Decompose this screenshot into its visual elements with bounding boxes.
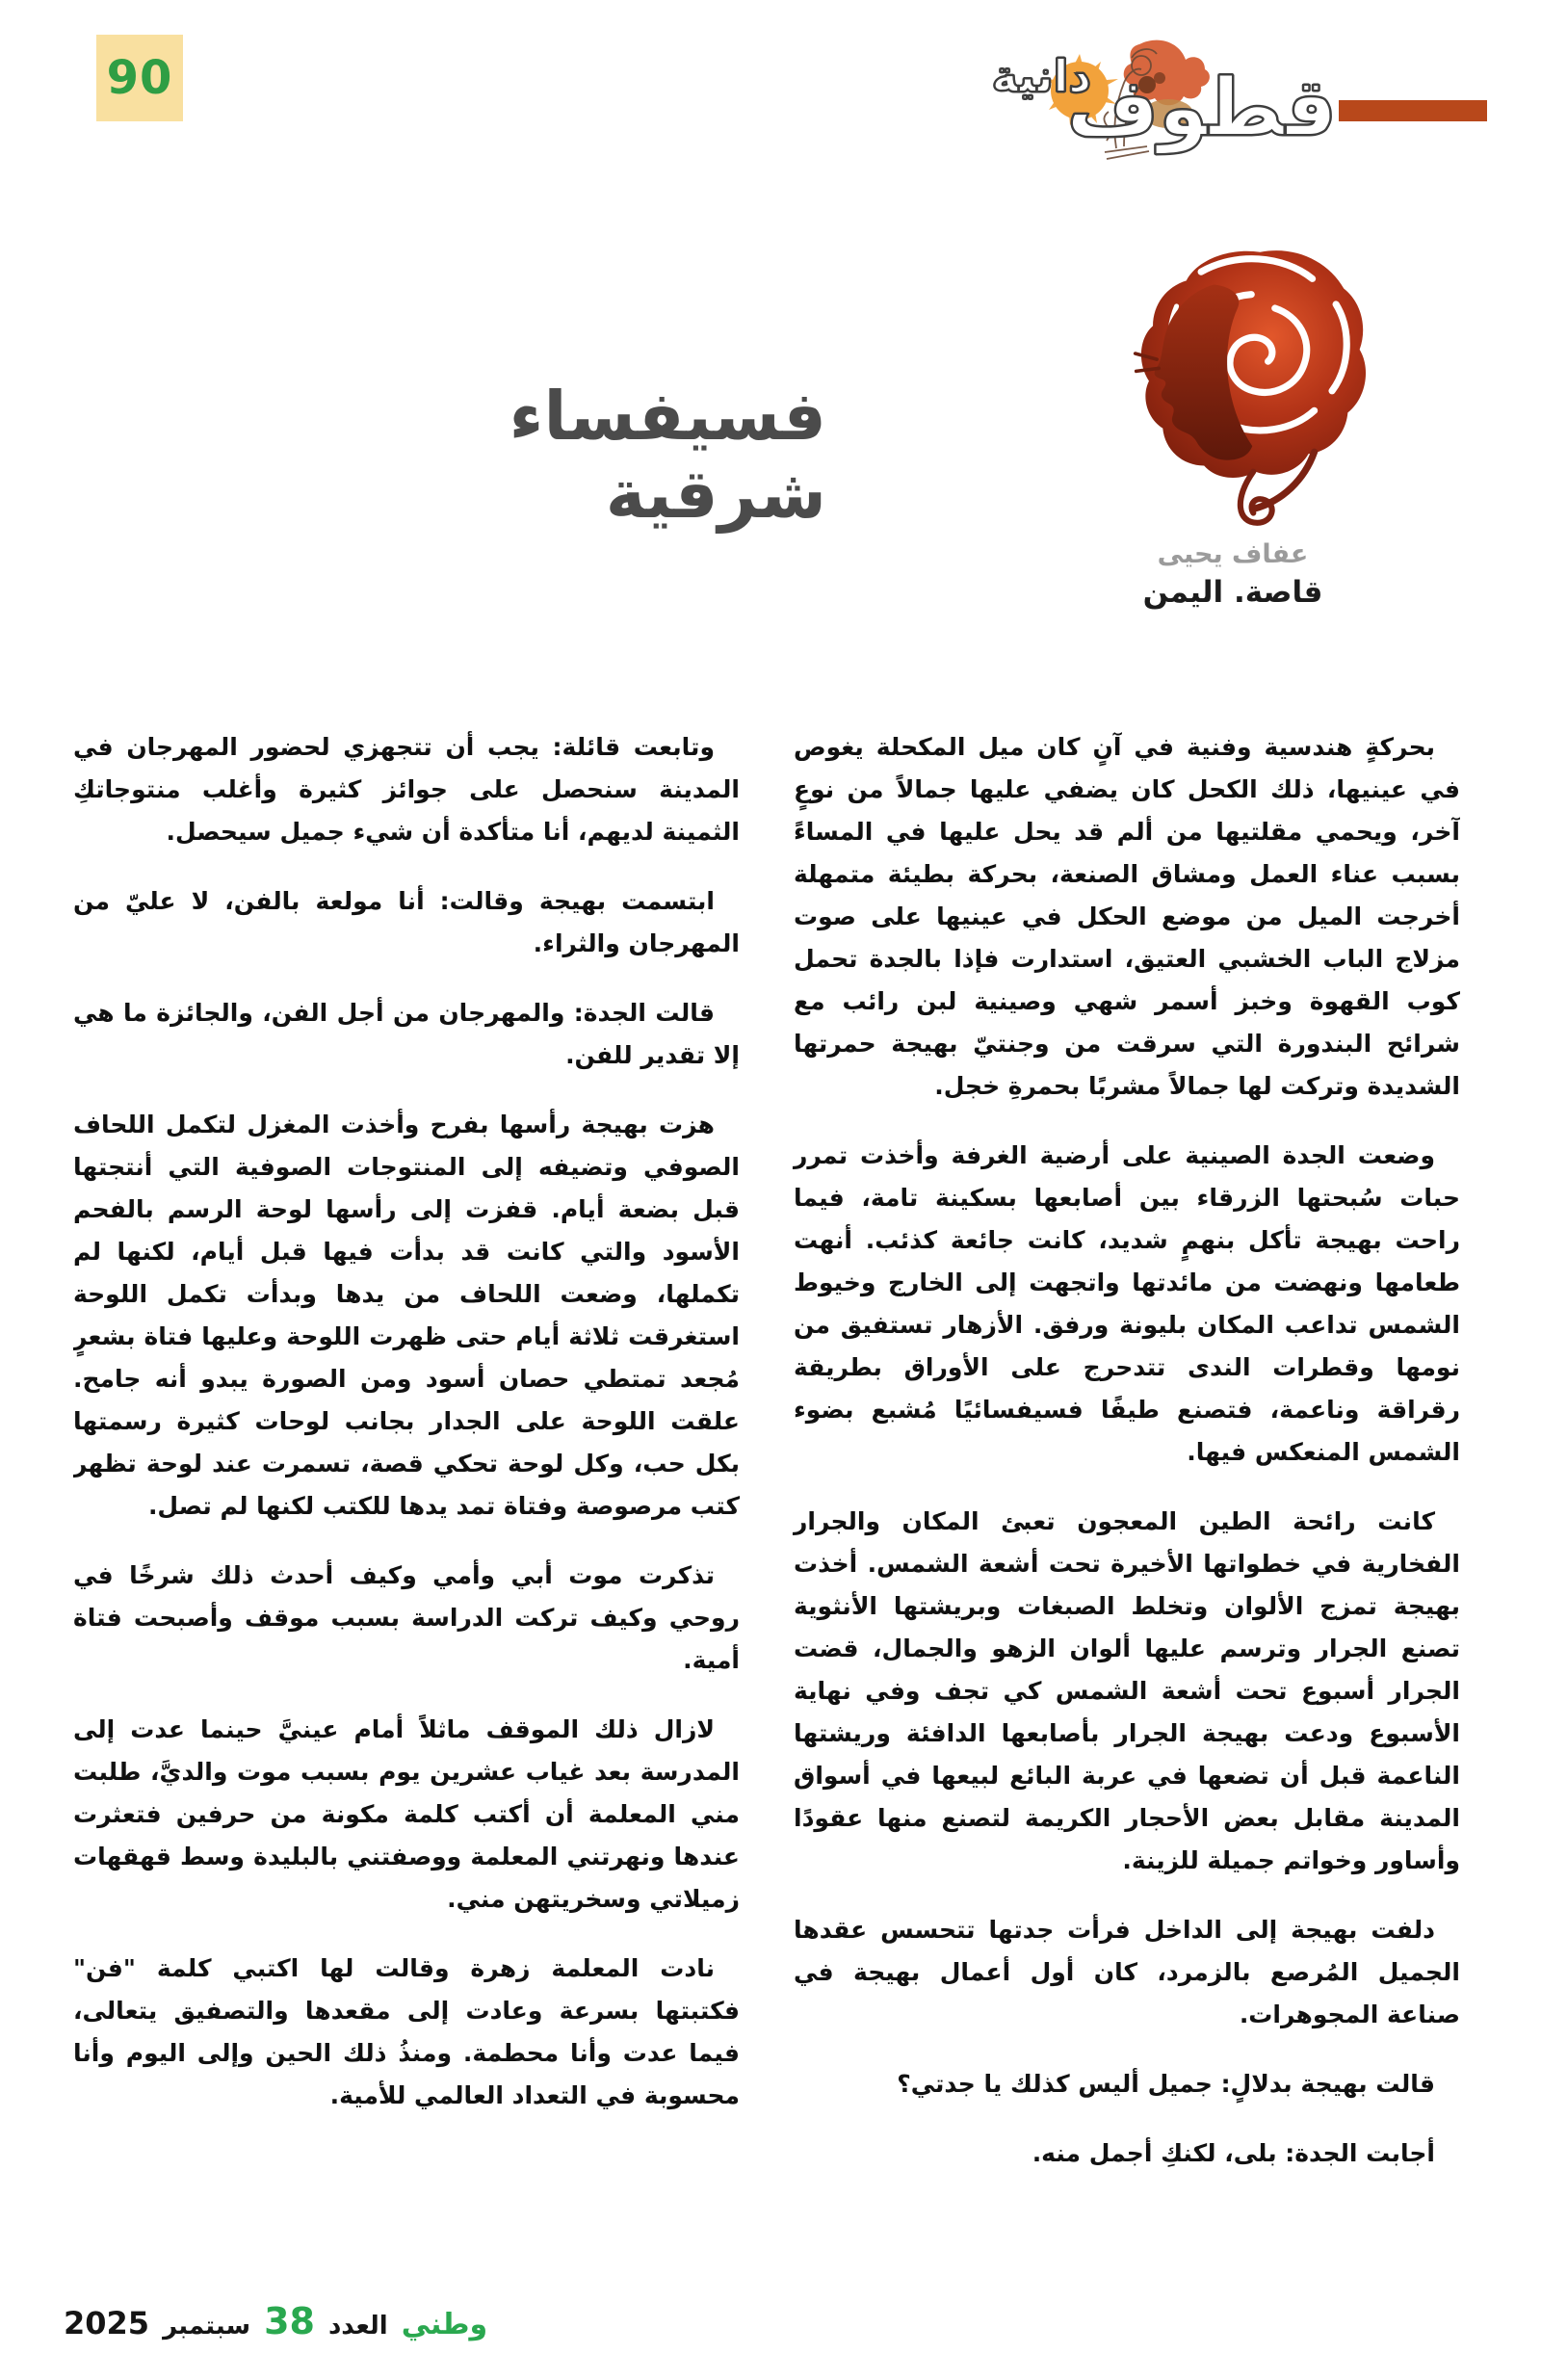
- author-role: قاصة. اليمن: [1142, 575, 1323, 610]
- author-name: عفاف يحيى: [1157, 539, 1309, 569]
- page-number: 90: [106, 51, 173, 105]
- footer-year: 2025: [64, 2305, 150, 2341]
- paragraph: بحركةٍ هندسية وفنية في آنٍ كان ميل المكحلة يغوص في عينيها، ذلك الكحل كان يضفي عليها جمالاً من نوعٍ آخر، ويحمي مقلتيها من ألم قد يحل عليها في المساءً بسبب عناء العمل ومشاق الصنعة، بحركة بطيئة متمهلة أخرجت الميل من موضع الحكل في عينيها على صوت مزلاج الباب الخشبي العتيق، استدارت فإذا بالجدة تحمل كوب القهوة وخبز أسمر شهي وصينية لبن رائب مع شرائح البندورة التي سرقت من وجنتيّ بهيجة حمرتها الشديدة وتركت لها جمالاً مشربًا بحمرةِ خجل.: [794, 733, 1460, 1100]
- paragraph: أجابت الجدة: بلى، لكنكِ أجمل منه.: [1032, 2139, 1435, 2167]
- footer-issue-label: العدد: [327, 2312, 388, 2341]
- article-body: [73, 726, 1460, 2296]
- paragraph: دلفت بهيجة إلى الداخل فرأت جدتها تتحسس عقدها الجميل المُرصع بالزمرد، كان أول أعمال بهيجة في صناعة المجوهرات.: [794, 1916, 1460, 2028]
- paragraph: وتابعت قائلة: يجب أن تتجهزي لحضور المهرجان في المدينة سنحصل على جوائز كثيرة وأغلب منتوجاتكِ الثمينة لديهم، أنا متأكدة أن شيء جميل سيحصل.: [73, 733, 740, 846]
- paragraph: وضعت الجدة الصينية على أرضية الغرفة وأخذت تمرر حبات سُبحتها الزرقاء بين أصابعها بسكينة تامة، فيما راحت بهيجة تأكل بنهمٍ شديد، كانت جائعة كذئب. أنهت طعامها ونهضت من مائدتها واتجهت إلى الخارج وخيوط الشمس تداعب المكان بليونة ورفق. الأزهار تستفيق من نومها وقطرات الندى تتدحرج على الأوراق بطريقة رقراقة وناعمة، فتصنع طيفًا فسيفسائيًا مُشبع بضوء الشمس المنعكس فيها.: [794, 1141, 1460, 1466]
- footer-magazine-name: وطني: [401, 2308, 488, 2341]
- column-right: [794, 726, 1460, 2296]
- brand-logo: [923, 29, 1337, 154]
- header-rule: [1339, 100, 1487, 121]
- paragraph: هزت بهيجة رأسها بفرح وأخذت المغزل لتكمل اللحاف الصوفي وتضيفه إلى المنتوجات الصوفية التي أنتجتها قبل بضعة أيام. قفزت إلى رأسها لوحة الرسم بالفحم الأسود والتي كانت قد بدأت فيها قبل أيام، لكنها لم تكملها، وضعت اللحاف من يدها وبدأت تكمل اللوحة استغرقت ثلاثة أيام حتى ظهرت اللوحة وعليها فتاة بشعرٍ مُجعد تمتطي حصان أسود ومن الصورة يبدو أنه جامح. علقت اللوحة على الجدار بجانب لوحات كثيرة رسمتها بكل حب، وكل لوحة تحكي قصة، تسمرت عند لوحة تظهر كتب مرصوصة وفتاة تمد يدها للكتب لكنها لم تصل.: [73, 1111, 740, 1520]
- footer-issue-number: 38: [264, 2300, 315, 2342]
- paragraph: كانت رائحة الطين المعجون تعبئ المكان والجرار الفخارية في خطواتها الأخيرة تحت أشعة الشمس. أخذت بهيجة تمزج الألوان وتخلط الصبغات وبريشتها الأنثوية تصنع الجرار وترسم عليها ألوان الزهو والجمال، قضت الجرار أسبوع تحت أشعة الشمس كي تجف وفي نهاية الأسبوع ودعت بهيجة الجرار بأصابعها الدافئة وريشتها الناعمة قبل أن تضعها في عربة البائع لبيعها في أسواق المدينة مقابل بعض الأحجار الكريمة لتصنع منها عقودًا وأساور وخواتم جميلة للزينة.: [794, 1507, 1460, 1874]
- column-left: [73, 726, 740, 2296]
- brand-main-text: قطوف: [1066, 63, 1337, 154]
- footer: [64, 2300, 487, 2342]
- footer-month: سبتمبر: [163, 2312, 251, 2341]
- rose-woman-illustration: [1108, 218, 1373, 533]
- paragraph: تذكرت موت أبي وأمي وكيف أحدث ذلك شرخًا في روحي وكيف تركت الدراسة بسبب موقف وأصبحت فتاة أمية.: [73, 1561, 740, 1674]
- paragraph: لازال ذلك الموقف ماثلاً أمام عينيَّ حينما عدت إلى المدرسة بعد غياب عشرين يوم بسبب موت والديَّ، طلبت مني المعلمة أن أكتب كلمة مكونة من حرفين فتعثرت عندها ونهرتني المعلمة ووصفتني بالبليدة وسط قهقهات زميلاتي وسخريتهن مني.: [73, 1715, 740, 1913]
- paragraph: نادت المعلمة زهرة وقالت لها اكتبي كلمة "فن" فكتبتها بسرعة وعادت إلى مقعدها والتصفيق يتعالى، فيما عدت وأنا محطمة. ومنذُ ذلك الحين وإلى اليوم وأنا محسوبة في التعداد العالمي للأمية.: [73, 1954, 740, 2109]
- paragraph: ابتسمت بهيجة وقالت: أنا مولعة بالفن، لا عليّ من المهرجان والثراء.: [73, 887, 740, 957]
- article-title: فسيفساء شرقية: [509, 377, 826, 534]
- brand-accent-text: دانية: [991, 50, 1091, 102]
- author-block: [1098, 539, 1368, 610]
- page-number-badge: [96, 35, 183, 121]
- paragraph: قالت بهيجة بدلالٍ: جميل أليس كذلك يا جدتي؟: [897, 2070, 1435, 2098]
- paragraph: قالت الجدة: والمهرجان من أجل الفن، والجائزة ما هي إلا تقدير للفن.: [73, 999, 740, 1069]
